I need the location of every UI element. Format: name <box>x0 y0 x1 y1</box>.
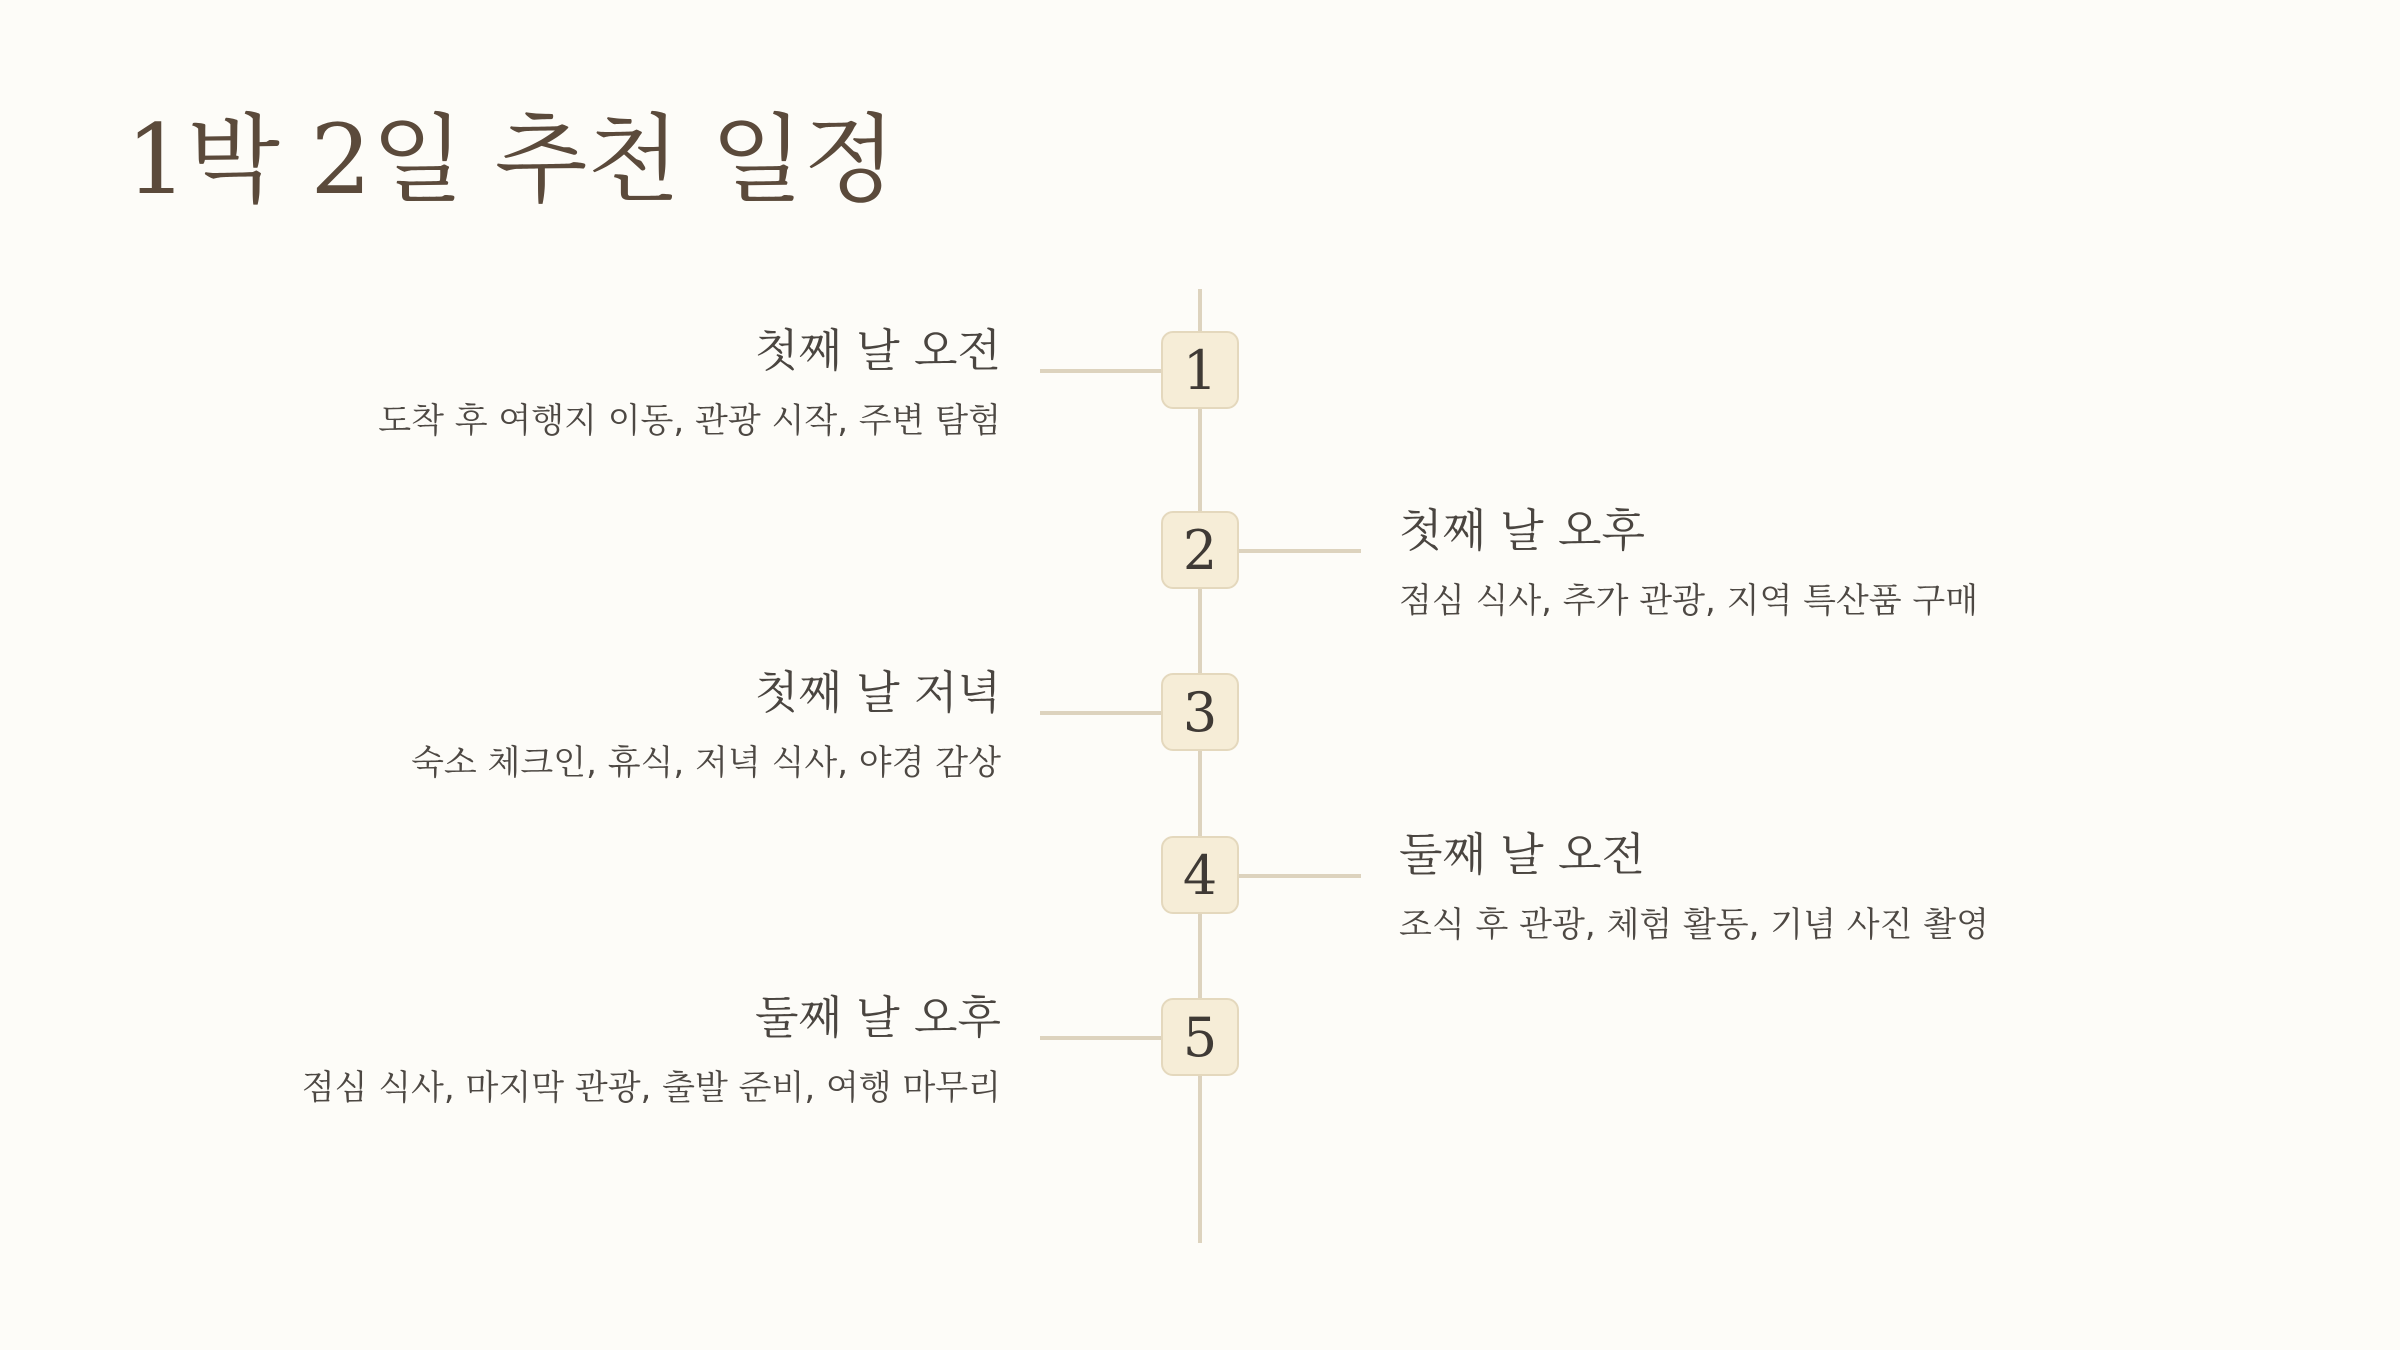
step-title: 첫째 날 저녁 <box>755 666 1001 719</box>
step-connector <box>1040 369 1162 373</box>
step-title: 첫째 날 오전 <box>755 324 1001 377</box>
timeline-step-5 <box>281 990 1001 1110</box>
step-description: 조식 후 관광, 체험 활동, 기념 사진 촬영 <box>1399 905 1989 945</box>
step-number-badge: 4 <box>1161 836 1239 914</box>
page-title: 1박 2일 추천 일정 <box>126 104 897 216</box>
step-number-badge: 2 <box>1161 511 1239 589</box>
step-number-badge: 3 <box>1161 673 1239 751</box>
step-description: 점심 식사, 추가 관광, 지역 특산품 구매 <box>1399 581 1979 621</box>
timeline-step-4 <box>1399 827 2119 947</box>
timeline-line <box>1198 289 1202 1243</box>
step-number-badge: 5 <box>1161 998 1239 1076</box>
step-title: 둘째 날 오전 <box>1399 828 1645 881</box>
step-description: 도착 후 여행지 이동, 관광 시작, 주변 탐험 <box>378 401 1001 441</box>
step-title: 첫째 날 오후 <box>1399 504 1645 557</box>
timeline-step-3 <box>281 665 1001 785</box>
step-description: 숙소 체크인, 휴식, 저녁 식사, 야경 감상 <box>411 743 1001 783</box>
step-connector <box>1040 711 1162 715</box>
step-description: 점심 식사, 마지막 관광, 출발 준비, 여행 마무리 <box>301 1068 1001 1108</box>
step-number-badge: 1 <box>1161 331 1239 409</box>
step-connector <box>1239 874 1361 878</box>
step-title: 둘째 날 오후 <box>755 991 1001 1044</box>
step-connector <box>1040 1036 1162 1040</box>
timeline-step-1 <box>281 323 1001 443</box>
step-connector <box>1239 549 1361 553</box>
timeline-step-2 <box>1399 503 2119 623</box>
